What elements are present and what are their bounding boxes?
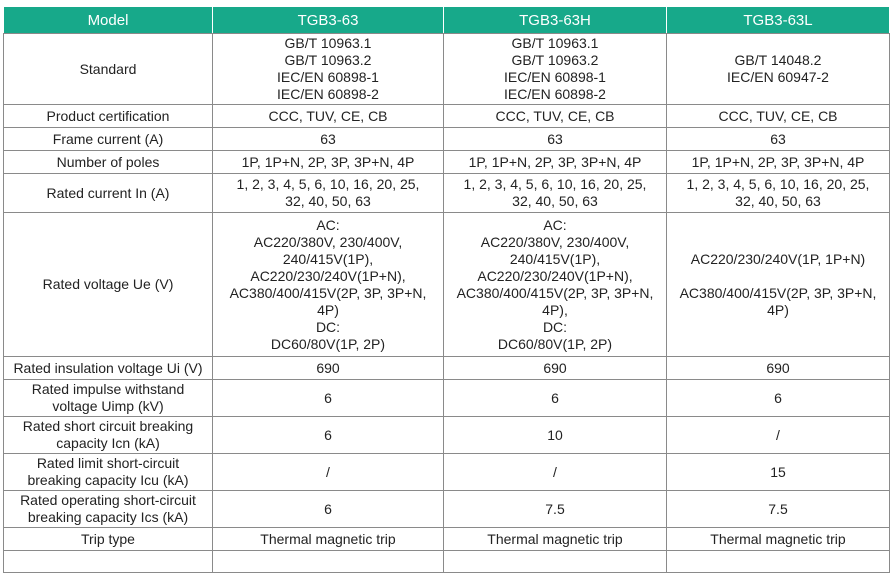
cell-ics-1: 6 (213, 491, 444, 528)
row-frame-current (4, 128, 890, 151)
cell-line: AC220/230/240V(1P, 1P+N) (690, 250, 866, 267)
row-impulse-voltage (4, 380, 890, 417)
cell-line: IEC/EN 60898-1 (277, 69, 379, 85)
cell-line: AC380/400/415V(2P, 3P, 3P+N, (679, 284, 877, 301)
label-line: voltage Uimp (kV) (52, 398, 164, 414)
row-label: Standard (4, 34, 213, 105)
label-line: breaking capacity Ics (kA) (27, 509, 189, 525)
label-line: Rated impulse withstand (31, 381, 185, 397)
cell-standard-2 (444, 34, 667, 105)
cell-rated-voltage-1 (213, 213, 444, 357)
row-certification (4, 105, 890, 128)
cell-poles-3: 1P, 1P+N, 2P, 3P, 3P+N, 4P (667, 151, 890, 174)
cell-line: AC: (543, 216, 567, 233)
row-label (4, 454, 213, 491)
cell-insulation-voltage-3: 690 (667, 357, 890, 380)
label-line: breaking capacity Icu (kA) (27, 472, 189, 488)
cell-impulse-voltage-2: 6 (444, 380, 667, 417)
label-line: capacity Icn (kA) (56, 435, 160, 451)
cell-certification-1: CCC, TUV, CE, CB (213, 105, 444, 128)
cell-line: IEC/EN 60898-2 (504, 86, 606, 102)
cell-insulation-voltage-1: 690 (213, 357, 444, 380)
row-icu (4, 454, 890, 491)
cell-icu-2: / (444, 454, 667, 491)
cell-line: GB/T 10963.2 (511, 52, 599, 68)
cell-rated-current-2 (444, 174, 667, 213)
empty-cell (4, 551, 213, 573)
cell-line: IEC/EN 60898-2 (277, 86, 379, 102)
label-line: Rated operating short-circuit (20, 492, 196, 508)
row-rated-current (4, 174, 890, 213)
cell-line: 32, 40, 50, 63 (735, 193, 821, 209)
row-label: Rated voltage Ue (V) (4, 213, 213, 357)
row-ics (4, 491, 890, 528)
row-label (4, 417, 213, 454)
cell-icn-3: / (667, 417, 890, 454)
cell-line: GB/T 10963.1 (284, 35, 372, 51)
cell-line: GB/T 10963.1 (511, 35, 599, 51)
cell-trip-type-3: Thermal magnetic trip (667, 528, 890, 551)
empty-cell (667, 551, 890, 573)
cell-icu-1: / (213, 454, 444, 491)
cell-impulse-voltage-1: 6 (213, 380, 444, 417)
row-partial (4, 551, 890, 573)
row-label (4, 380, 213, 417)
cell-poles-2: 1P, 1P+N, 2P, 3P, 3P+N, 4P (444, 151, 667, 174)
cell-line: AC380/400/415V(2P, 3P, 3P+N, (229, 284, 427, 301)
header-model: Model (4, 7, 213, 34)
row-poles (4, 151, 890, 174)
label-line: Rated limit short-circuit (36, 455, 180, 471)
row-label: Frame current (A) (4, 128, 213, 151)
cell-line: GB/T 14048.2 (734, 52, 822, 68)
cell-rated-current-3 (667, 174, 890, 213)
row-label: Product certification (4, 105, 213, 128)
row-standard (4, 34, 890, 105)
cell-line: 32, 40, 50, 63 (512, 193, 598, 209)
cell-line: DC: (542, 318, 568, 335)
cell-line: DC60/80V(1P, 2P) (270, 335, 386, 352)
cell-frame-current-2: 63 (444, 128, 667, 151)
cell-line: 4P) (317, 301, 339, 318)
cell-icu-3: 15 (667, 454, 890, 491)
cell-rated-voltage-3 (667, 213, 890, 357)
cell-line: AC380/400/415V(2P, 3P, 3P+N, (456, 284, 654, 301)
cell-line: 1, 2, 3, 4, 5, 6, 10, 16, 20, 25, (463, 176, 647, 192)
empty-cell (213, 551, 444, 573)
row-trip-type (4, 528, 890, 551)
cell-line: 32, 40, 50, 63 (285, 193, 371, 209)
cell-line: 4P) (767, 301, 789, 318)
header-tgb3-63l: TGB3-63L (667, 7, 890, 34)
cell-line: AC: (316, 216, 340, 233)
cell-rated-voltage-2 (444, 213, 667, 357)
row-insulation-voltage (4, 357, 890, 380)
cell-trip-type-1: Thermal magnetic trip (213, 528, 444, 551)
cell-line: 240/415V(1P), (509, 250, 601, 267)
cell-line: DC: (315, 318, 341, 335)
cell-line: AC220/380V, 230/400V, (480, 233, 630, 250)
cell-insulation-voltage-2: 690 (444, 357, 667, 380)
cell-frame-current-1: 63 (213, 128, 444, 151)
cell-line: IEC/EN 60947-2 (727, 69, 829, 85)
row-label: Trip type (4, 528, 213, 551)
cell-ics-3: 7.5 (667, 491, 890, 528)
row-label: Rated current In (A) (4, 174, 213, 213)
cell-icn-1: 6 (213, 417, 444, 454)
cell-standard-1 (213, 34, 444, 105)
cell-line: 1, 2, 3, 4, 5, 6, 10, 16, 20, 25, (236, 176, 420, 192)
empty-cell (444, 551, 667, 573)
header-tgb3-63h: TGB3-63H (444, 7, 667, 34)
row-icn (4, 417, 890, 454)
cell-line: IEC/EN 60898-1 (504, 69, 606, 85)
row-label: Rated insulation voltage Ui (V) (4, 357, 213, 380)
cell-line: 1, 2, 3, 4, 5, 6, 10, 16, 20, 25, (686, 176, 870, 192)
cell-line: AC220/230/240V(1P+N), (250, 267, 406, 284)
cell-certification-2: CCC, TUV, CE, CB (444, 105, 667, 128)
cell-icn-2: 10 (444, 417, 667, 454)
cell-ics-2: 7.5 (444, 491, 667, 528)
cell-line: DC60/80V(1P, 2P) (497, 335, 613, 352)
cell-line: 240/415V(1P), (282, 250, 374, 267)
row-rated-voltage (4, 213, 890, 357)
cell-line: 4P), (542, 301, 568, 318)
cell-certification-3: CCC, TUV, CE, CB (667, 105, 890, 128)
cell-line: AC220/230/240V(1P+N), (477, 267, 633, 284)
spec-table (3, 6, 890, 573)
cell-poles-1: 1P, 1P+N, 2P, 3P, 3P+N, 4P (213, 151, 444, 174)
cell-rated-current-1 (213, 174, 444, 213)
header-row (4, 7, 890, 34)
cell-impulse-voltage-3: 6 (667, 380, 890, 417)
label-line: Rated short circuit breaking (22, 418, 194, 434)
line-gap (670, 268, 886, 285)
cell-frame-current-3: 63 (667, 128, 890, 151)
cell-line: AC220/380V, 230/400V, (253, 233, 403, 250)
row-label (4, 491, 213, 528)
row-label: Number of poles (4, 151, 213, 174)
header-tgb3-63: TGB3-63 (213, 7, 444, 34)
cell-trip-type-2: Thermal magnetic trip (444, 528, 667, 551)
cell-line: GB/T 10963.2 (284, 52, 372, 68)
cell-standard-3 (667, 34, 890, 105)
